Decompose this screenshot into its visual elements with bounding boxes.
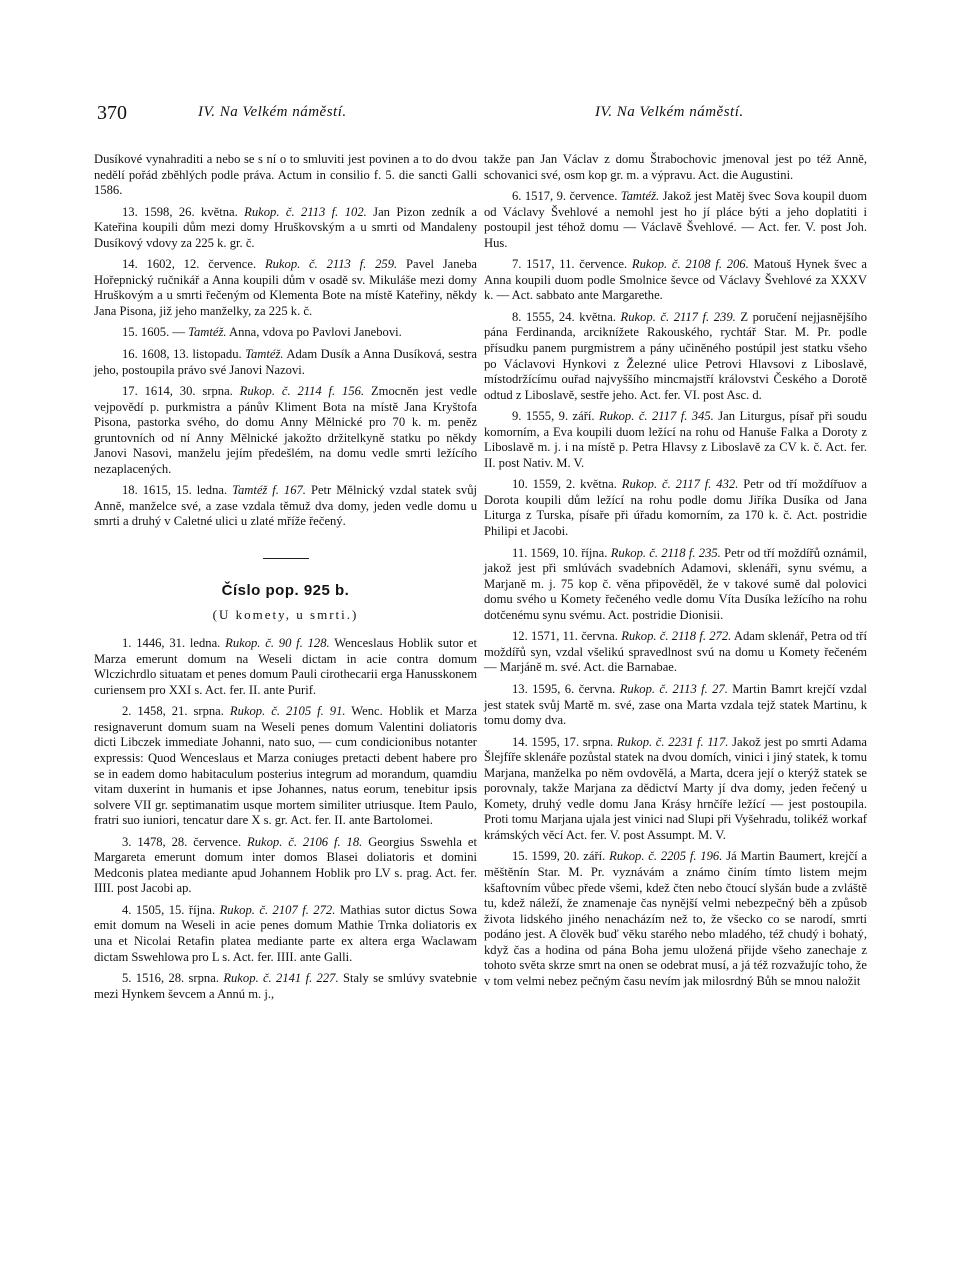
entry-source: Tamtéž. [245,347,284,362]
entry-heading: 14. 1602, 12. července. [122,257,257,272]
running-head-left: IV. Na Velkém náměstí. [198,104,347,120]
entry-text: Já Martin Baumert, krejčí a měštěnín Star. M. Pr. vyznávám a známo činím tímto listem mejm kšaftovním vůbec přede všemi, kdež čten nebo čtoucí slyšán bude a zvláště tu, kdež náleží, že znamenaje čas nynější velmi nebezpečný běh a způsob života lidského jiného nenacházím než to, že všecko co se narodí, smrti podáno jest. A člověk buď věku starého nebo mladého, též chudý i bohatý, když čas a hodina od pána Boha jemu uložená přijde všeho zanechaje z tohoto světa skrze smrt na onen se odebrat musí, a já též rozvažujíc toho, že v tom velmi nebez pečným času nevím jak milosrdný Bůh se mnou naložit [484,849,868,988]
entry-heading: 8. 1555, 24. května. [512,309,616,324]
entry-text: Zmocněn jest vedle vejpovědí p. purkmistra a pánův Kliment Bota na místě Jana Kryštofa Pisona, pastorka svého, do domu Anny Mělnické pro 70 k. m. peněz gruntovních od ní Anny Mělnické jakožto držitelkyně statku po někdy Janovi Nasovi, manželu jejím předešlém, na domu vedle smrti ležícího nezaplacených. [94,384,477,476]
entry-heading: 11. 1569, 10. října. [512,545,608,560]
entry-heading: 15. 1599, 20. září. [512,849,606,864]
entry-text: Staly se smlúvy svatebnie mezi Hynkem ševcem a Annú m. j., [94,971,477,1001]
entry-paragraph [484,409,867,471]
entry-text: Pavel Janeba Hořepnický ručnikář a Anna koupili dům v osadě sv. Mikuláše mezi domy Hruškovým a u smrti řečeným od Klementa Bote na místě Kateřiny, někdy Jana Pisona, již jeho manželky, za 225 k. č. [94,257,478,318]
entry-heading: 14. 1595, 17. srpna. [512,734,614,749]
entry-heading: 6. 1517, 9. července. [512,189,618,204]
entry-heading: 10. 1559, 2. května. [512,477,617,492]
entry-source: Rukop. č. 2141 f. 227. [223,971,339,986]
entry-heading: 16. 1608, 13. listopadu. [122,347,242,362]
entry-source: Rukop. č. 2106 f. 18. [247,834,363,849]
entry-source: Rukop. č. 2113 f. 102. [244,204,367,219]
entry-paragraph [94,205,477,252]
entry-paragraph [484,682,867,729]
entry-source: Rukop. č. 2117 f. 432. [621,477,739,492]
section-subtitle: (U komety, u smrti.) [212,606,359,622]
entry-text: Jakož jest po smrti Adama Šlejfíře sklenáře pozůstal statek na dvou domích, vinici i jiný statek, k tomu Marjana, manželka po něm ovdovělá, a Marta, dcera její o kterýž statek se porovnaly, takže Marjana za dědictví Marty jí dva domy, jeden řečený u Komety, druhý vedle domu Jana Krásy hrnčíře ležící — jest postoupila. Proti tomu Marjana ujala jest vinici nad Slupi při Vyšehradu, tolikéž workaf krámských věcí Act. fer. V. post Assumpt. M. V. [484,734,867,842]
entry-text: Martin Bamrt krejčí vzdal jest statek svůj Martě m. své, zase ona Marta vzdala tejž statek Martinu, k tomu domy dva. [484,681,868,728]
entry-text: Z poručení nejjasnějšího pána Ferdinanda, arciknížete Rakouského, rychtář Star. M. Pr. podle přísudku panem purgmistrem a pány učiněného postúpil jest statku všeho po Václavovi Hynkovi z Železné ulice Petrovi Hlavsovi z Liboslavě, místodržícímu ouřad najvyššího mincmajstří královstvi Českého a Dorotě odtud z Liboslavě, sestře jeho. Act. fer. VI. post Asc. d. [484,309,868,402]
entry-source: Tamtéž. [620,189,660,204]
left-column [94,152,477,1008]
entry-paragraph [94,347,477,378]
right-column [484,152,867,995]
entry-source: Rukop. č. 2113 f. 259. [264,257,398,272]
entry-heading: 15. 1605. — [122,325,185,340]
entry-heading: 18. 1615, 15. ledna. [122,483,228,498]
entry-text: Jakož jest Matěj švec Sova koupil duom od Václavy Švehlové a nemohl jest ho jí pláce býti a jeho doplatiti i postoupil jest téhož domu — Václavě Švehlové. — Act. fer. V. post Joh. Hus. [484,189,868,250]
entry-source: Rukop. č. 2114 f. 156. [239,384,365,399]
entry-paragraph [94,384,477,477]
entry-paragraph [484,189,867,251]
entry-source: Rukop. č. 2113 f. 27. [619,681,728,696]
entry-list [484,189,867,989]
entry-paragraph [94,636,477,698]
entry-text: Wenc. Hoblik et Marza resignaverunt domum suam na Weseli penes domum Valentini doliatoris dicti Libczek immediate Johanni, nato suo, — cum condicionibus notanter expressis: Quod Wenceslaus et Marza coniuges pretacti debent habere pro se in eadem domo habitaculum posterius integrum ad morandum, quamdiu vitam duxerint in humanis et ipse Johannes, natus eorum, tenebitur ipsis solvere VII gr. septimanatim usque mortem similiter utriusque. Item Paulo, fratri suo iuniori, tencatur dare X s. gr. Act. fer. II. ante Bartolomei. [94,704,478,828]
entry-heading: 12. 1571, 11. června. [512,629,618,644]
entry-text: Matouš Hynek švec a Anna koupili duom podle Smolnice ševce od Václavy Švehlové za XXXV k. — Act. sabbato ante Margarethe. [484,257,867,303]
entry-source: Rukop. č. 2107 f. 272. [219,902,336,917]
entry-paragraph [94,325,477,341]
entry-source: Rukop. č. 2117 f. 345. [599,409,714,424]
entry-source: Rukop. č. 2118 f. 272. [621,629,732,644]
entry-paragraph [484,546,867,624]
section-divider [263,558,309,559]
continuation-paragraph: Dusíkové vynahraditi a nebo se s ní o to smluviti jest povinen a to do dvou nedělí pořád zběhlých podle práva. Actum in consilio f. 5. die sancti Galli 1586. [94,152,477,198]
entry-text: Jan Pizon zedník a Kateřina koupili dům mezi domy Hruškovským a u smrti od Mandaleny Dusíkový vdovy za 225 k. gr. č. [94,204,478,250]
entry-paragraph [484,849,867,989]
entry-paragraph [94,835,477,897]
entry-paragraph [484,257,867,304]
running-head-right: IV. Na Velkém náměstí. [595,104,744,120]
entry-paragraph [94,971,477,1002]
entry-source: Rukop. č. 2105 f. 91. [229,704,346,719]
entry-paragraph [94,903,477,965]
entry-heading: 1. 1446, 31. ledna. [122,636,221,651]
entry-heading: 7. 1517, 11. července. [512,257,628,272]
entry-heading: 13. 1598, 26. května. [122,204,238,219]
entry-text: Adam sklenář, Petra od tří moždířů syn, vzdal všelikú spravedlnost svú na domu u Komety řečeném — Marjáně m. své. Act. die Barnabae. [484,629,867,675]
entry-text: Petr od tří moždířů oznámil, jakož jest při smlúvách svadebních Adamovi, sklenáři, synu svému, a Marjaně m. j. 75 kop č. věna připověděl, že v takové sumě dal polovici domu svého u Komety řečeného vedle domu Víta Dusíka ležícího na rohu dotčenému synu svému. Act. postridie Dionisii. [484,545,867,622]
entry-source: Rukop. č. 2117 f. 239. [620,309,736,324]
entry-text: Petr od tří moždířuov a Dorota koupili dům ležící na rohu podle domu Jiříka Dusíka od Jana Liturga z Turska, písaře při úřadu komorním, za 170 k. č. Act. postridie Philipi et Jacobi. [484,477,867,539]
entry-heading: 4. 1505, 15. října. [122,902,216,917]
entry-source: Rukop. č. 2231 f. 117. [616,734,729,749]
entry-heading: 9. 1555, 9. září. [512,409,595,424]
entry-paragraph [484,629,867,676]
entry-text: Adam Dusík a Anna Dusíková, sestra jeho, postoupila právo své Janovi Nazovi. [94,347,477,377]
entry-text: Petr Mělnický vzdal statek svůj Anně, manželce své, a zase vzdala těmuž dva domy, jeden vedle domu u smrti a druhý v Caletné ulici u zlaté mříže řečený. [94,483,477,529]
entry-paragraph [94,483,477,530]
page-number: 370 [97,102,127,124]
entry-heading: 3. 1478, 28. července. [122,834,242,849]
entry-text: Anna, vdova po Pavlovi Janebovi. [228,325,402,340]
entry-text: Jan Liturgus, písař při soudu komorním, a Eva koupili duom ležící na rohu od Hanuše Falka a Doroty z Liboslavě m. j. i na místě p. Petra Hlavsy z Liboslavě za CV k. č. Act. fer. II. post Nativ. M. V. [484,409,868,470]
entry-heading: 13. 1595, 6. června. [512,681,616,696]
continuation-paragraph: takže pan Jan Václav z domu Štrabochovic jmenoval jest po též Anně, schovanici své, osm kop gr. m. a výpravu. Act. die Augustini. [484,152,867,182]
section-entry-list [94,636,477,1002]
entry-source: Rukop. č. 90 f. 128. [225,636,330,651]
entry-heading: 5. 1516, 28. srpna. [122,971,219,986]
entry-paragraph [94,704,477,828]
entry-source: Tamtéž f. 167. [232,483,306,498]
entry-paragraph [484,735,867,844]
entry-source: Tamtéž. [188,325,227,340]
entry-paragraph [484,310,867,403]
page-header [0,100,960,130]
entry-list [94,205,477,530]
entry-text: Mathias sutor dictus Sowa emit domum na Weseli in acie penes domum Mathie Trnka doliatoris ex una et Nicolai Retafin platea mediante parte ex altera erga Waclawam dictam Sswehlowa pro L s. Act. fer. IIII. ante Galli. [94,902,478,964]
entry-text: Wenceslaus Hoblik sutor et Marza emerunt domum na Weseli dictam in acie contra domum Wlczichrdlo situatam et penes domum Pauli cirothecarii erga Hanusskonem curiensem pro XXI s. Act. fer. II. ante Purif. [94,636,478,697]
entry-paragraph [484,477,867,539]
entry-heading: 17. 1614, 30. srpna. [122,384,233,399]
entry-heading: 2. 1458, 21. srpna. [122,704,224,719]
entry-text: Georgius Sswehla et Margareta emerunt domum inter domos Blasei doliatoris et domini Medconis platea mediante apud Johannem Hoblik pro LV s. prag. Act. fer. IIII. post Jacobi ap. [94,834,477,896]
entry-source: Rukop. č. 2108 f. 206. [631,257,749,272]
entry-source: Rukop. č. 2205 f. 196. [609,849,723,864]
entry-paragraph [94,257,477,319]
entry-source: Rukop. č. 2118 f. 235. [610,545,721,560]
section-title: Číslo pop. 925 b. [221,582,350,600]
